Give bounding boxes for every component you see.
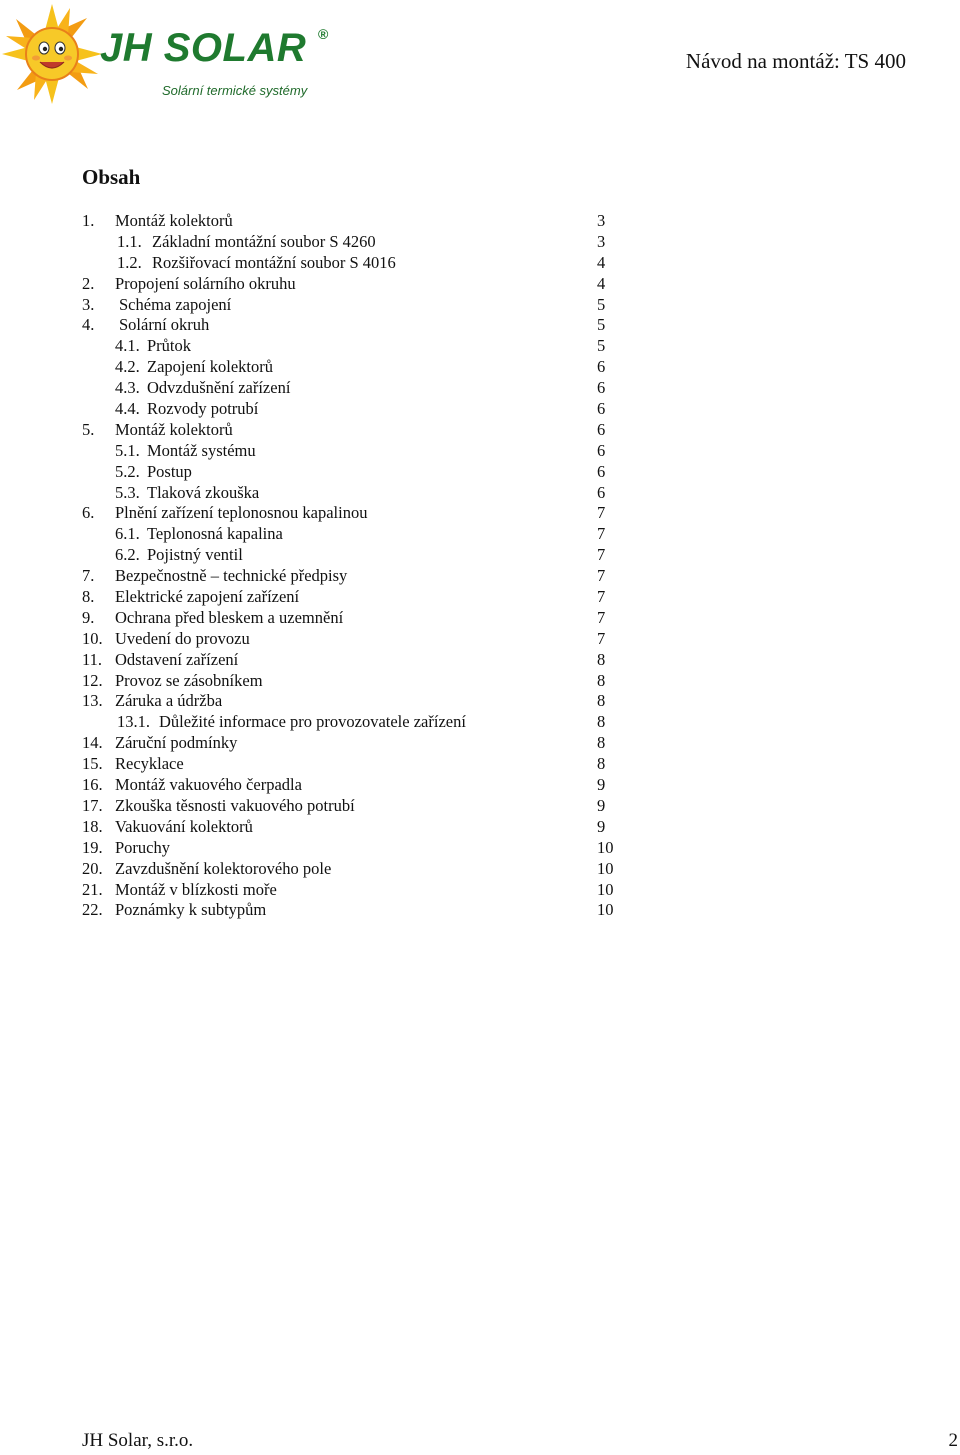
toc-entry-title: Teplonosná kapalina: [147, 524, 283, 544]
toc-entry-number: 13.1.: [117, 712, 150, 732]
table-of-contents: [82, 211, 622, 921]
toc-entry-number: 20.: [82, 858, 103, 878]
toc-entry-page: 5: [597, 336, 606, 356]
toc-entry-number: 13.: [82, 691, 103, 711]
toc-entry-title: Plnění zařízení teplonosnou kapalinou: [115, 503, 368, 523]
toc-entry-title: Průtok: [147, 336, 192, 356]
toc-entry-page: 10: [597, 900, 614, 920]
document-title: Návod na montáž: TS 400: [685, 49, 906, 73]
toc-entry[interactable]: [82, 483, 622, 504]
logo-registered-mark: ®: [318, 26, 329, 42]
toc-entry-number: 21.: [82, 879, 103, 899]
footer-company: JH Solar, s.r.o.: [82, 1430, 194, 1451]
toc-entry-title: Rozšiřovací montážní soubor S 4016: [152, 252, 396, 272]
toc-entry-title: Poruchy: [115, 837, 170, 857]
toc-entry-title: Bezpečnostně – technické předpisy: [115, 566, 348, 586]
toc-entry-page: 8: [597, 691, 606, 711]
toc-entry-page: 6: [597, 357, 606, 377]
toc-entry-title: Odstavení zařízení: [115, 649, 239, 669]
toc-entry-page: 9: [597, 795, 606, 815]
toc-entry[interactable]: [82, 650, 622, 671]
toc-entry-title: Montáž v blízkosti moře: [115, 879, 277, 899]
toc-entry-page: 4: [597, 252, 606, 272]
toc-entry-title: Propojení solárního okruhu: [115, 273, 296, 293]
toc-entry-page: 5: [597, 294, 606, 314]
toc-entry-number: 4.3.: [115, 378, 140, 398]
toc-entry-number: 5.: [82, 419, 95, 439]
toc-entry[interactable]: [82, 399, 622, 420]
toc-entry-title: Schéma zapojení: [119, 294, 232, 314]
toc-entry-title: Poznámky k subtypům: [115, 900, 267, 920]
toc-entry[interactable]: [82, 629, 622, 650]
toc-entry-number: 4.: [82, 315, 95, 335]
toc-entry-title: Montáž systému: [147, 440, 256, 460]
toc-entry-number: 5.2.: [115, 461, 140, 481]
toc-entry-page: 3: [597, 231, 606, 251]
toc-entry-title: Zkouška těsnosti vakuového potrubí: [115, 795, 355, 815]
toc-entry-number: 18.: [82, 816, 103, 836]
toc-entry[interactable]: [82, 315, 622, 336]
toc-entry[interactable]: [82, 524, 622, 545]
toc-entry-number: 17.: [82, 795, 103, 815]
toc-entry-page: 8: [597, 754, 606, 774]
toc-entry-title: Elektrické zapojení zařízení: [115, 587, 300, 607]
toc-entry-page: 7: [597, 566, 606, 586]
toc-entry-title: Provoz se zásobníkem: [115, 670, 263, 690]
toc-entry[interactable]: [82, 503, 622, 524]
toc-entry[interactable]: [82, 295, 622, 316]
toc-entry-number: 11.: [82, 649, 103, 669]
toc-entry[interactable]: [82, 880, 622, 901]
toc-entry[interactable]: [82, 545, 622, 566]
toc-entry-page: 6: [597, 399, 606, 419]
toc-entry-number: 1.2.: [117, 252, 142, 272]
toc-entry-number: 3.: [82, 294, 95, 314]
toc-entry-number: 6.: [82, 503, 95, 523]
toc-entry-page: 10: [597, 858, 614, 878]
toc-entry-number: 6.1.: [115, 524, 140, 544]
toc-entry[interactable]: [82, 691, 622, 712]
toc-entry-title: Montáž kolektorů: [115, 211, 233, 230]
toc-entry-number: 5.1.: [115, 440, 140, 460]
toc-entry-number: 19.: [82, 837, 103, 857]
toc-entry-number: 10.: [82, 628, 103, 648]
toc-entry-number: 9.: [82, 607, 95, 627]
toc-entry-page: 10: [597, 879, 614, 899]
toc-entry-page: 9: [597, 775, 606, 795]
toc-entry-number: 7.: [82, 566, 95, 586]
toc-entry-title: Odvzdušnění zařízení: [147, 378, 291, 398]
toc-entry-title: Záruka a údržba: [115, 691, 223, 711]
toc-entry[interactable]: [82, 733, 622, 754]
toc-entry-number: 2.: [82, 273, 95, 293]
toc-entry[interactable]: [82, 838, 622, 859]
toc-entry[interactable]: [82, 817, 622, 838]
toc-entry-page: 8: [597, 733, 606, 753]
toc-entry-title: Postup: [147, 461, 192, 481]
toc-entry-number: 15.: [82, 754, 103, 774]
toc-entry-page: 10: [597, 837, 614, 857]
toc-entry-title: Důležité informace pro provozovatele zařízení: [159, 712, 466, 732]
toc-entry[interactable]: [82, 357, 622, 378]
toc-entry-page: 6: [597, 461, 606, 481]
toc-entry-page: 7: [597, 607, 606, 627]
toc-entry-page: 6: [597, 482, 606, 502]
toc-entry-title: Recyklace: [115, 754, 184, 774]
toc-entry-page: 3: [597, 211, 606, 230]
toc-entry-number: 1.: [82, 211, 95, 230]
toc-entry-number: 4.2.: [115, 357, 140, 377]
toc-entry-page: 5: [597, 315, 606, 335]
toc-entry-number: 4.4.: [115, 399, 140, 419]
toc-entry-title: Pojistný ventil: [147, 545, 243, 565]
toc-entry-page: 8: [597, 649, 606, 669]
toc-entry[interactable]: [82, 441, 622, 462]
toc-entry-title: Montáž kolektorů: [115, 419, 233, 439]
toc-entry-number: 6.2.: [115, 545, 140, 565]
toc-entry-title: Záruční podmínky: [115, 733, 238, 753]
toc-entry-title: Solární okruh: [119, 315, 210, 335]
toc-entry-page: 7: [597, 587, 606, 607]
toc-entry-page: 6: [597, 440, 606, 460]
logo-tagline: Solární termické systémy: [162, 83, 308, 98]
toc-entry[interactable]: [82, 274, 622, 295]
sun-mascot-icon: [2, 2, 112, 110]
toc-entry[interactable]: [82, 462, 622, 483]
toc-entry-number: 14.: [82, 733, 103, 753]
toc-entry[interactable]: [82, 900, 622, 921]
toc-entry-title: Rozvody potrubí: [147, 399, 259, 419]
toc-entry-page: 6: [597, 419, 606, 439]
toc-entry-page: 8: [597, 670, 606, 690]
toc-entry[interactable]: [82, 775, 622, 796]
toc-heading: Obsah: [82, 165, 141, 189]
toc-entry-title: Uvedení do provozu: [115, 628, 250, 648]
toc-entry-title: Zapojení kolektorů: [147, 357, 274, 377]
toc-entry-number: 12.: [82, 670, 103, 690]
toc-entry[interactable]: [82, 671, 622, 692]
toc-entry-page: 7: [597, 545, 606, 565]
toc-entry-number: 8.: [82, 587, 95, 607]
toc-entry-title: Základní montážní soubor S 4260: [152, 231, 376, 251]
toc-entry-page: 7: [597, 628, 606, 648]
toc-entry-title: Tlaková zkouška: [147, 482, 260, 502]
toc-entry-number: 22.: [82, 900, 103, 920]
toc-entry[interactable]: [82, 566, 622, 587]
toc-entry[interactable]: [82, 608, 622, 629]
toc-entry[interactable]: [82, 211, 622, 232]
toc-entry-page: 9: [597, 816, 606, 836]
toc-entry[interactable]: [82, 336, 622, 357]
toc-entry-title: Vakuování kolektorů: [115, 816, 253, 836]
toc-entry[interactable]: [82, 253, 622, 274]
footer-page-number: 2: [948, 1430, 958, 1451]
toc-entry-title: Montáž vakuového čerpadla: [115, 775, 302, 795]
toc-entry[interactable]: [82, 754, 622, 775]
toc-entry[interactable]: [82, 859, 622, 880]
toc-entry[interactable]: [82, 712, 622, 733]
toc-entry-page: 7: [597, 524, 606, 544]
toc-entry[interactable]: [82, 587, 622, 608]
toc-entry[interactable]: [82, 232, 622, 253]
company-logo: [2, 2, 342, 110]
toc-entry[interactable]: [82, 796, 622, 817]
toc-entry-number: 1.1.: [117, 231, 142, 251]
toc-entry-number: 16.: [82, 775, 103, 795]
toc-entry[interactable]: [82, 420, 622, 441]
toc-entry-page: 8: [597, 712, 606, 732]
toc-entry-number: 4.1.: [115, 336, 140, 356]
toc-entry-page: 4: [597, 273, 606, 293]
logo-brand-name: JH SOLAR: [100, 26, 307, 70]
toc-entry-page: 7: [597, 503, 606, 523]
toc-entry-page: 6: [597, 378, 606, 398]
toc-entry-number: 5.3.: [115, 482, 140, 502]
toc-entry[interactable]: [82, 378, 622, 399]
toc-entry-title: Zavzdušnění kolektorového pole: [115, 858, 332, 878]
toc-entry-title: Ochrana před bleskem a uzemnění: [115, 607, 344, 627]
